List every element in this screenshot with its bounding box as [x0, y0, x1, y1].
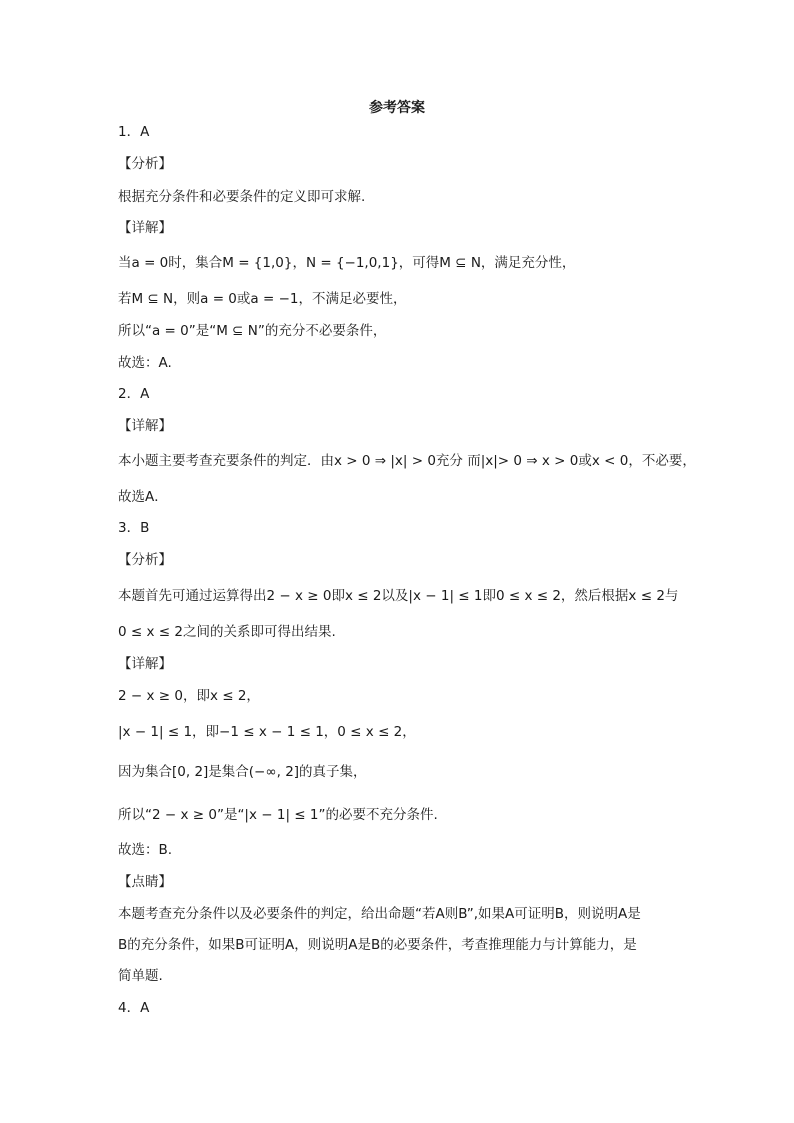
- q1-detail-line-1: 当a = 0时，集合M = {1,0}，N = {−1,0,1}，可得M ⊆ N，满足充分性，: [118, 255, 576, 271]
- q3-comment-line-1: 本题考查充分条件以及必要条件的判定，给出命题“若A则B”,如果A可证明B，则说明A是: [118, 906, 641, 922]
- q3-detail-line-3: 因为集合[0, 2]是集合(−∞, 2]的真子集，: [118, 764, 367, 780]
- q3-analysis-line-2: 0 ≤ x ≤ 2之间的关系即可得出结果.: [118, 624, 336, 640]
- q3-detail-heading: 【详解】: [118, 656, 172, 672]
- q1-detail-heading: 【详解】: [118, 220, 172, 236]
- q1-analysis-heading: 【分析】: [118, 156, 172, 172]
- q4-number: 4．A: [118, 1000, 150, 1016]
- q3-comment-line-3: 简单题.: [118, 968, 163, 984]
- q3-comment-line-2: B的充分条件，如果B可证明A，则说明A是B的必要条件，考查推理能力与计算能力，是: [118, 937, 637, 953]
- page-title: 参考答案: [369, 100, 425, 116]
- q3-detail-line-1: 2 − x ≥ 0，即x ≤ 2，: [118, 688, 260, 704]
- q2-detail-heading: 【详解】: [118, 418, 172, 434]
- q1-detail-line-2: 若M ⊆ N，则a = 0或a = −1，不满足必要性，: [118, 291, 407, 307]
- q2-number: 2．A: [118, 386, 150, 402]
- q2-detail-line-1: 本小题主要考查充要条件的判定．由x > 0 ⇒ |x| > 0充分 而|x|> 0 ⇒ x > 0或x < 0，不必要，: [118, 453, 696, 469]
- q1-detail-line-3: 所以“a = 0”是“M ⊆ N”的充分不必要条件，: [118, 323, 387, 339]
- q3-detail-line-2: |x − 1| ≤ 1，即−1 ≤ x − 1 ≤ 1，0 ≤ x ≤ 2，: [118, 724, 416, 740]
- q3-detail-line-4: 所以“2 − x ≥ 0”是“|x − 1| ≤ 1”的必要不充分条件.: [118, 807, 438, 823]
- q3-comment-heading: 【点睛】: [118, 874, 172, 890]
- q3-analysis-line-1: 本题首先可通过运算得出2 − x ≥ 0即x ≤ 2以及|x − 1| ≤ 1即0 ≤ x ≤ 2，然后根据x ≤ 2与: [118, 588, 679, 604]
- q3-number: 3．B: [118, 520, 150, 536]
- q2-detail-line-2: 故选A．: [118, 489, 168, 505]
- q1-analysis-text: 根据充分条件和必要条件的定义即可求解.: [118, 189, 366, 205]
- q1-detail-line-4: 故选：A.: [118, 355, 172, 371]
- q3-analysis-heading: 【分析】: [118, 552, 172, 568]
- q1-number: 1．A: [118, 124, 150, 140]
- q3-detail-line-5: 故选：B.: [118, 842, 173, 858]
